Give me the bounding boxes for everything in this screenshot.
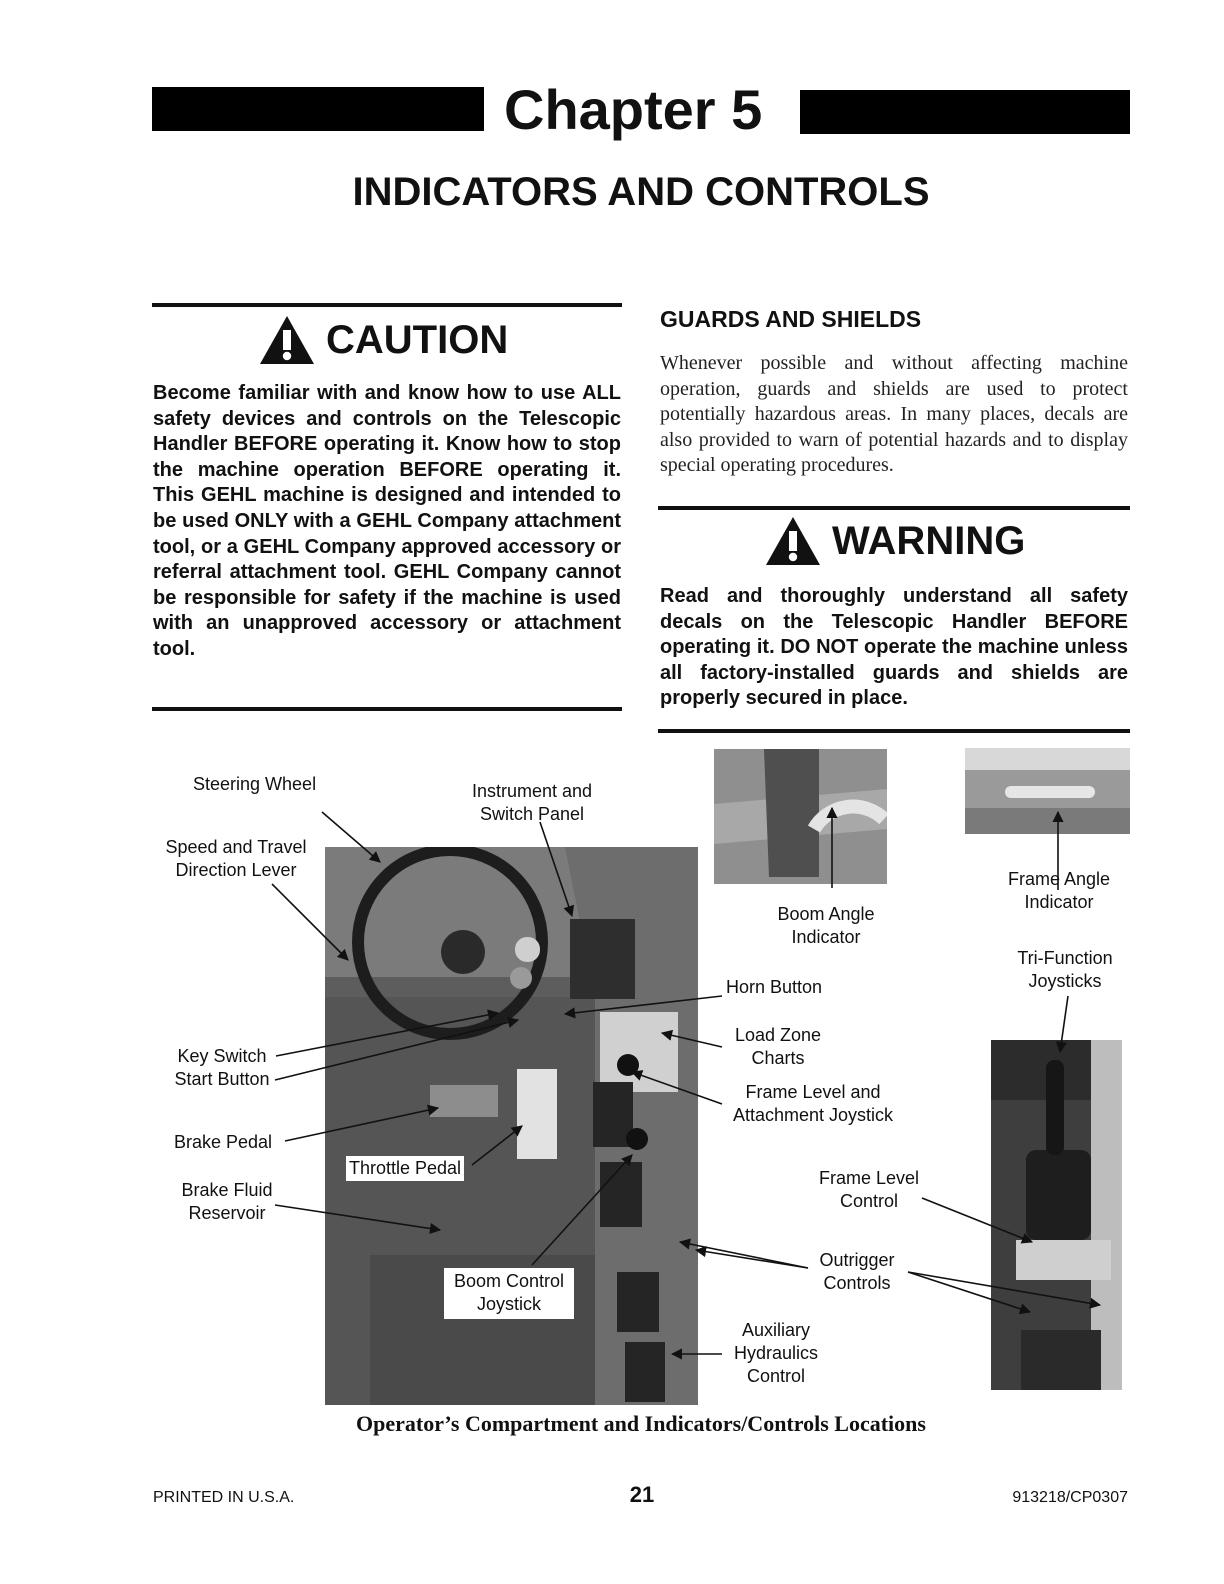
label-instrument-panel bbox=[462, 780, 602, 826]
label-frame-level-control-line2: Control bbox=[839, 1191, 899, 1211]
label-frame-level-attachment-line1: Frame Level and bbox=[745, 1082, 881, 1102]
label-instrument-panel-line2: Switch Panel bbox=[479, 804, 585, 824]
figure-caption: Operator’s Compartment and Indicators/Controls Locations bbox=[356, 1411, 926, 1436]
label-boom-angle bbox=[766, 903, 886, 949]
frame-angle-photo bbox=[965, 748, 1130, 834]
operator-compartment-photo bbox=[325, 847, 698, 1405]
label-tri-function-line2: Joysticks bbox=[1028, 971, 1102, 991]
warning-heading bbox=[764, 515, 1025, 567]
header-bar-right bbox=[800, 90, 1130, 134]
label-auxiliary-hydraulics-line1: Auxiliary bbox=[741, 1320, 811, 1340]
label-brake-fluid bbox=[172, 1179, 282, 1225]
label-speed-lever bbox=[156, 836, 316, 882]
label-frame-level-control-line1: Frame Level bbox=[818, 1168, 920, 1188]
label-horn-button: Horn Button bbox=[726, 977, 823, 997]
label-tri-function-line1: Tri-Function bbox=[1017, 948, 1113, 968]
chapter-heading: Chapter 5 bbox=[504, 78, 763, 141]
boom-angle-photo bbox=[714, 749, 887, 884]
label-key-switch bbox=[166, 1045, 278, 1091]
label-frame-angle-line1: Frame Angle bbox=[1007, 869, 1111, 889]
label-tri-function bbox=[1006, 947, 1124, 993]
label-boom-control-line2: Joystick bbox=[476, 1294, 541, 1314]
label-frame-level-control bbox=[810, 1167, 928, 1213]
label-load-zone bbox=[724, 1024, 832, 1070]
label-outrigger-line1: Outrigger bbox=[819, 1250, 895, 1270]
label-boom-angle-line1: Boom Angle bbox=[777, 904, 875, 924]
label-boom-control bbox=[444, 1268, 574, 1319]
label-auxiliary-hydraulics-line2: Hydraulics bbox=[733, 1343, 819, 1363]
label-frame-angle bbox=[996, 868, 1122, 914]
page-title: INDICATORS AND CONTROLS bbox=[352, 170, 930, 214]
footer-doc-number: 913218/CP0307 bbox=[1012, 1489, 1128, 1506]
label-speed-lever-line1: Speed and Travel bbox=[165, 837, 307, 857]
label-auxiliary-hydraulics-line3: Control bbox=[746, 1366, 806, 1386]
label-throttle-pedal: Throttle Pedal bbox=[346, 1156, 464, 1181]
warning-top-rule bbox=[658, 506, 1130, 510]
label-load-zone-line1: Load Zone bbox=[734, 1025, 822, 1045]
caution-text: Become familiar with and know how to use ALL safety devices and controls on the Telescopic Handler BEFORE operating it. Know how to stop the machine operation BEFORE operating it. This GEHL machine is designed and intended to be used ONLY with a GEHL Company attachment tool, or a GEHL Company approved accessory or referral attachment tool. GEHL Company cannot be responsible for safety if the machine is used with an unapproved accessory or attachment tool. bbox=[153, 382, 621, 660]
label-frame-level-attachment bbox=[724, 1081, 902, 1127]
warning-triangle-icon bbox=[764, 515, 822, 567]
label-key-switch-line1: Key Switch bbox=[177, 1046, 267, 1066]
label-steering-wheel: Steering Wheel bbox=[193, 774, 317, 794]
footer-printed: PRINTED IN U.S.A. bbox=[153, 1489, 295, 1506]
label-load-zone-line2: Charts bbox=[751, 1048, 805, 1068]
warning-bottom-rule bbox=[658, 729, 1130, 733]
tri-function-photo bbox=[991, 1040, 1122, 1390]
label-outrigger bbox=[808, 1249, 906, 1295]
label-brake-fluid-line1: Brake Fluid bbox=[181, 1180, 273, 1200]
caution-top-rule bbox=[152, 303, 622, 307]
caution-bottom-rule bbox=[152, 707, 622, 711]
page-number: 21 bbox=[629, 1482, 655, 1507]
label-brake-fluid-line2: Reservoir bbox=[188, 1203, 266, 1223]
label-instrument-panel-line1: Instrument and bbox=[471, 781, 593, 801]
label-frame-angle-line2: Indicator bbox=[1024, 892, 1094, 912]
label-boom-control-line1: Boom Control bbox=[453, 1271, 565, 1291]
guards-heading: GUARDS AND SHIELDS bbox=[660, 306, 922, 332]
label-auxiliary-hydraulics bbox=[726, 1319, 826, 1388]
label-key-switch-line2: Start Button bbox=[174, 1069, 270, 1089]
warning-heading-text: WARNING bbox=[832, 518, 1026, 563]
warning-text: Read and thoroughly understand all safety decals on the Telescopic Handler BEFORE operating it. DO NOT operate the machine unless all factory-installed guards and shields are properly secured in place. bbox=[660, 585, 1128, 710]
caution-heading bbox=[258, 314, 508, 366]
header-bar-left bbox=[152, 87, 484, 131]
label-brake-pedal: Brake Pedal bbox=[174, 1132, 273, 1152]
warning-triangle-icon bbox=[258, 314, 316, 366]
caution-heading-text: CAUTION bbox=[326, 317, 509, 362]
label-boom-angle-line2: Indicator bbox=[791, 927, 861, 947]
label-outrigger-line2: Controls bbox=[823, 1273, 891, 1293]
label-speed-lever-line2: Direction Lever bbox=[175, 860, 297, 880]
label-frame-level-attachment-line2: Attachment Joystick bbox=[732, 1105, 894, 1125]
guards-text: Whenever possible and without affecting machine operation, guards and shields are used to protect potentially hazardous areas. In many places, decals are also provided to warn of potential hazards and to display special operating procedures. bbox=[660, 352, 1128, 477]
